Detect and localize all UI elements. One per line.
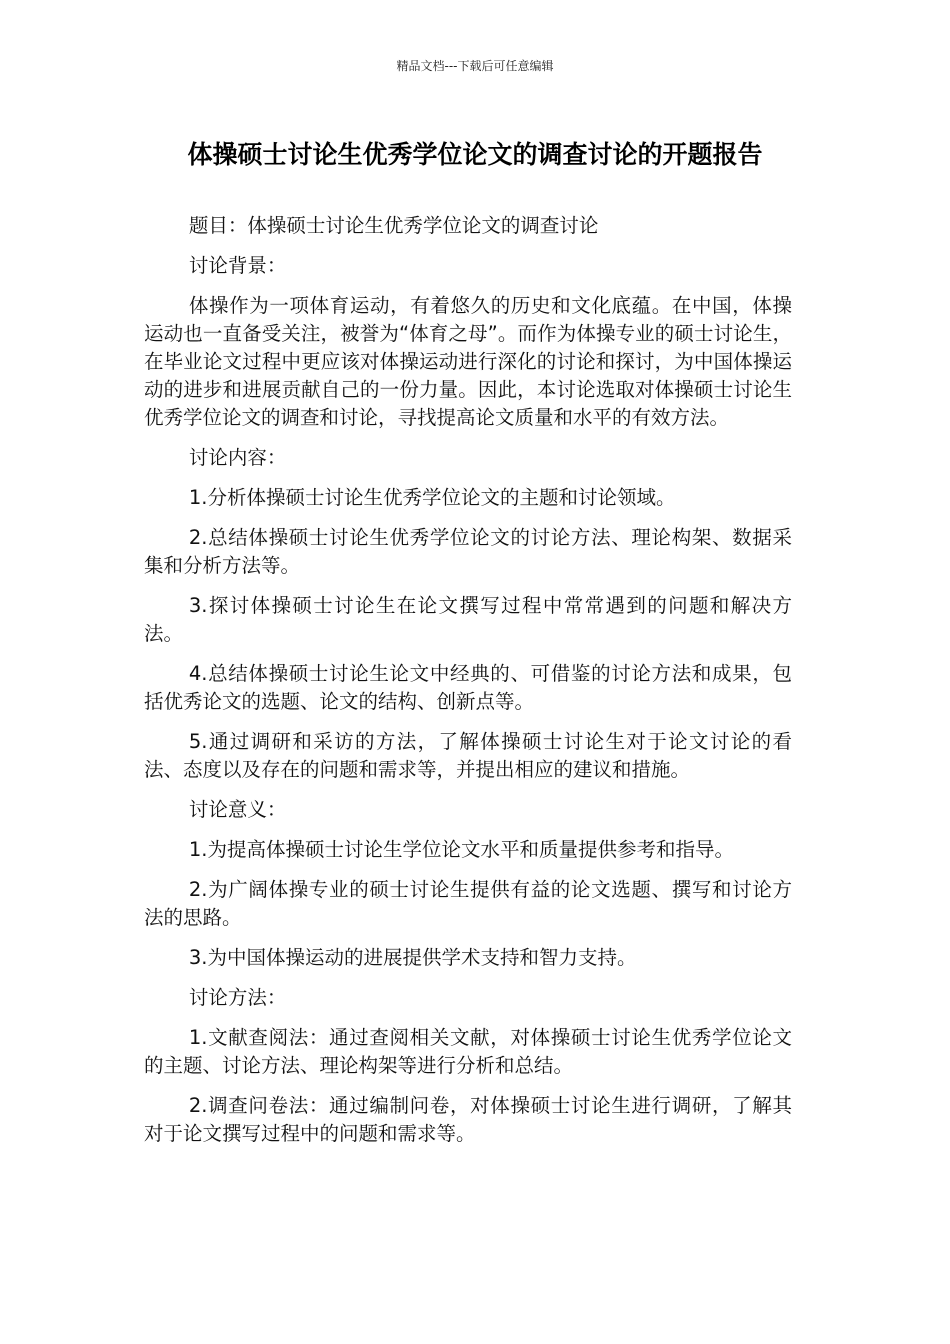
content-item-4: 4.总结体操硕士讨论生论文中经典的、可借鉴的讨论方法和成果，包括优秀论文的选题、论文的结构、创新点等。 [144, 662, 792, 713]
heading-content: 讨论内容： [188, 446, 287, 469]
significance-item-2: 2.为广阔体操专业的硕士讨论生提供有益的论文选题、撰写和讨论方法的思路。 [144, 878, 792, 929]
heading-methods: 讨论方法： [188, 986, 287, 1009]
document-body [144, 212, 792, 1160]
paragraph-topic: 题目：体操硕士讨论生优秀学位论文的调查讨论 [188, 214, 599, 237]
paragraph-background: 体操作为一项体育运动，有着悠久的历史和文化底蕴。在中国，体操运动也一直备受关注，被誉为“体育之母”。而作为体操专业的硕士讨论生，在毕业论文过程中更应该对体操运动进行深化的讨论和探讨，为中国体操运动的进步和进展贡献自己的一份力量。因此，本讨论选取对体操硕士讨论生优秀学位论文的调查和讨论，寻找提高论文质量和水平的有效方法。 [144, 294, 792, 429]
page-header: 精品文档---下载后可任意编辑 [396, 59, 554, 73]
significance-item-3: 3.为中国体操运动的进展提供学术支持和智力支持。 [188, 946, 637, 969]
content-item-3: 3.探讨体操硕士讨论生在论文撰写过程中常常遇到的问题和解决方法。 [144, 594, 792, 645]
content-item-2: 2.总结体操硕士讨论生优秀学位论文的讨论方法、理论构架、数据采集和分析方法等。 [144, 526, 792, 577]
heading-significance: 讨论意义： [188, 798, 287, 821]
content-item-5: 5.通过调研和采访的方法，了解体操硕士讨论生对于论文讨论的看法、态度以及存在的问题和需求等，并提出相应的建议和措施。 [144, 730, 792, 781]
method-item-2: 2.调查问卷法：通过编制问卷，对体操硕士讨论生进行调研，了解其对于论文撰写过程中的问题和需求等。 [144, 1094, 792, 1145]
document-title: 体操硕士讨论生优秀学位论文的调查讨论的开题报告 [187, 140, 763, 169]
heading-background: 讨论背景： [188, 254, 287, 277]
method-item-1: 1.文献查阅法：通过查阅相关文献，对体操硕士讨论生优秀学位论文的主题、讨论方法、理论构架等进行分析和总结。 [144, 1026, 792, 1077]
content-item-1: 1.分析体操硕士讨论生优秀学位论文的主题和讨论领域。 [188, 486, 676, 509]
significance-item-1: 1.为提高体操硕士讨论生学位论文水平和质量提供参考和指导。 [188, 838, 734, 861]
